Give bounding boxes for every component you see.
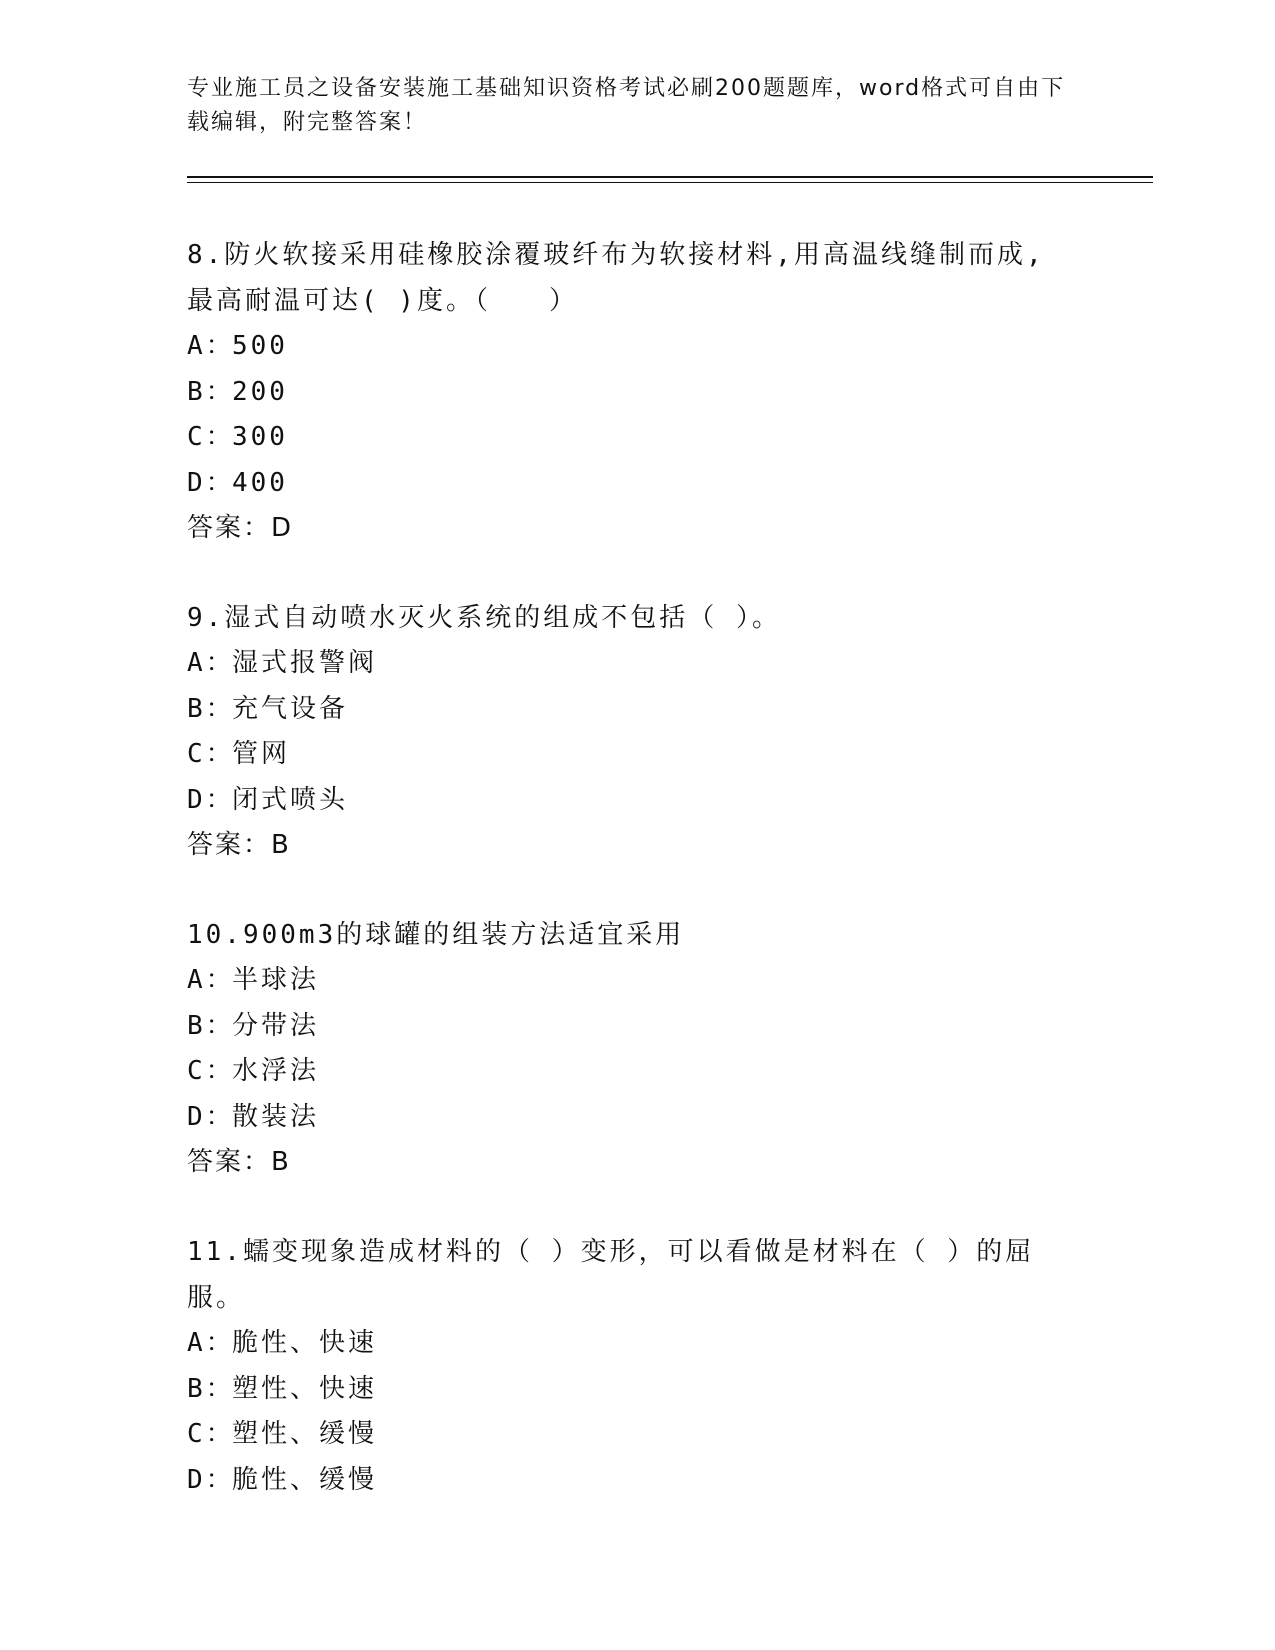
option-a [187,958,1067,1004]
option-key: D： [187,467,235,498]
option-c [187,415,1067,461]
option-b [187,687,1067,733]
option-text: 500 [232,331,288,361]
option-text: 水浮法 [232,1056,320,1086]
option-text: 闭式喷头 [232,784,349,815]
option-text: 管网 [232,739,291,769]
option-key: A： [187,331,235,361]
option-a [187,641,1067,687]
question-stem: 9.湿式自动喷水灭火系统的组成不包括（ ）。 [187,603,781,633]
answer-line: 答案：B [187,1147,291,1177]
option-key: B： [187,1373,235,1404]
option-text: 塑性、缓慢 [232,1419,378,1449]
question-10 [187,912,1067,1185]
question-list [187,232,1067,1547]
option-key: A： [187,648,235,678]
option-key: D： [187,1101,235,1132]
option-d [187,1095,1067,1141]
option-c [187,1412,1067,1458]
option-text: 300 [232,422,288,452]
question-stem: 11.蠕变现象造成材料的（ ）变形，可以看做是材料在（ ）的屈服。 [187,1237,1035,1313]
document-header: 专业施工员之设备安装施工基础知识资格考试必刷200题题库，word格式可自由下载编辑，附完整答案！ [187,76,1066,135]
option-key: B： [187,376,235,407]
question-8 [187,232,1067,551]
option-key: B： [187,1010,235,1041]
option-key: A： [187,1328,235,1358]
option-text: 湿式报警阀 [232,648,378,678]
option-key: C： [187,739,235,769]
option-d [187,778,1067,824]
option-b [187,370,1067,416]
question-11 [187,1229,1067,1503]
header-divider-thin [187,182,1153,183]
answer-line: 答案：B [187,830,291,860]
option-text: 散装法 [232,1101,320,1132]
option-text: 脆性、快速 [232,1328,378,1358]
option-text: 塑性、快速 [232,1373,378,1404]
option-a [187,324,1067,370]
option-key: D： [187,784,235,815]
question-stem: 8.防火软接采用硅橡胶涂覆玻纤布为软接材料,用高温线缝制而成,最高耐温可达( )度。（ ） [187,240,1045,316]
question-9 [187,595,1067,868]
option-b [187,1004,1067,1050]
option-text: 200 [232,376,288,407]
option-text: 脆性、缓慢 [232,1464,378,1495]
option-key: B： [187,693,235,724]
header-divider-thick [187,176,1153,178]
option-key: D： [187,1464,235,1495]
option-a [187,1321,1067,1367]
option-key: A： [187,965,235,995]
option-key: C： [187,422,235,452]
option-text: 充气设备 [232,693,349,724]
option-text: 半球法 [232,965,320,995]
question-stem: 10.900m3的球罐的组装方法适宜采用 [187,920,685,950]
option-text: 分带法 [232,1010,320,1041]
option-d [187,461,1067,507]
option-key: C： [187,1419,235,1449]
option-text: 400 [232,467,288,498]
option-d [187,1458,1067,1504]
option-c [187,732,1067,778]
answer-line: 答案：D [187,513,294,543]
option-b [187,1367,1067,1413]
option-c [187,1049,1067,1095]
option-key: C： [187,1056,235,1086]
